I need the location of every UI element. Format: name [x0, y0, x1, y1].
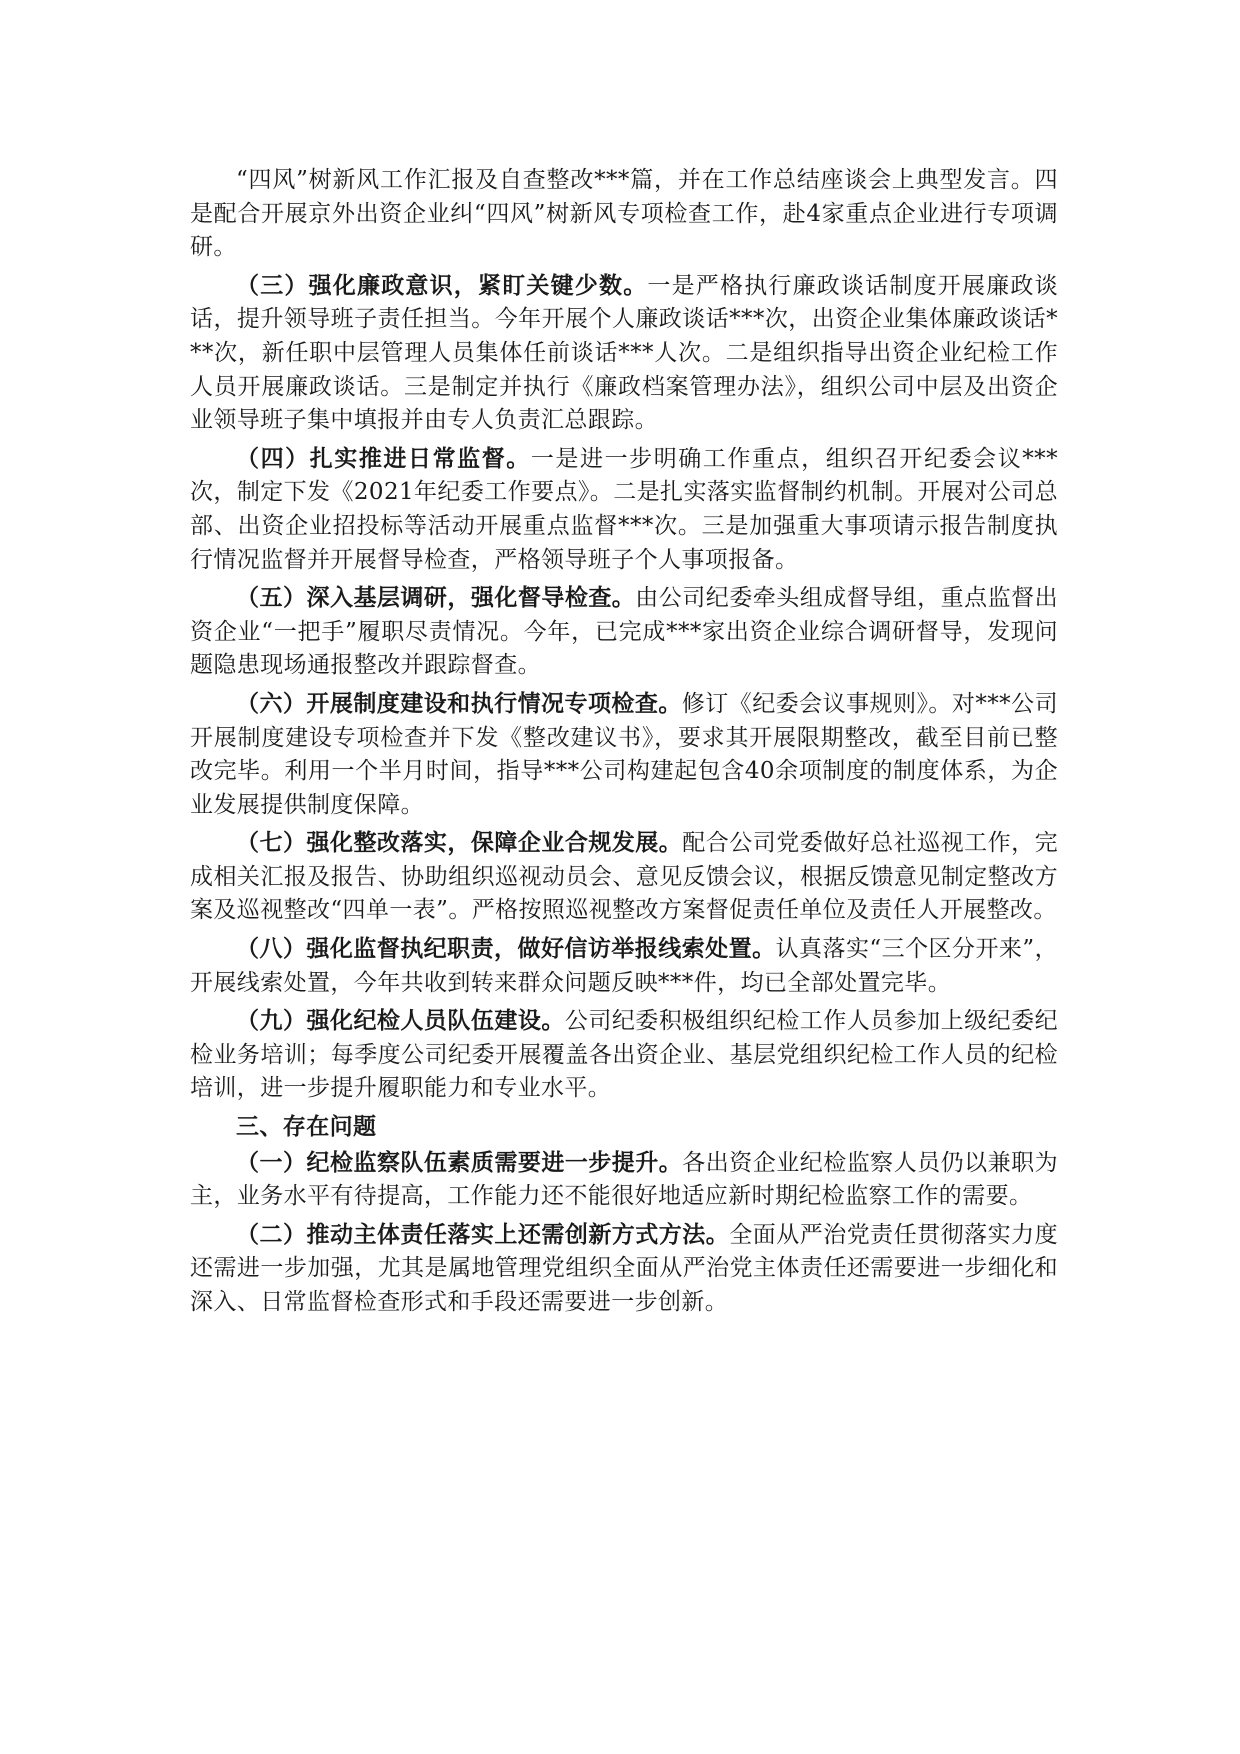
paragraph-heading: （五）深入基层调研，强化督导检查。	[236, 584, 636, 612]
paragraph-heading: （九）强化纪检人员队伍建设。	[236, 1007, 565, 1035]
paragraph-heading: （三）强化廉政意识，紧盯关键少数。	[236, 271, 648, 299]
paragraph-section-7	[190, 826, 1058, 928]
paragraph-heading: （四）扎实推进日常监督。	[236, 444, 531, 472]
paragraph-heading: （六）开展制度建设和执行情况专项检查。	[236, 689, 682, 717]
paragraph-section-3	[190, 269, 1058, 438]
paragraph-text: 一是进一步明确工作重点，组织召开纪委会议***次，制定下发《2021年纪委工作要点》。二是扎实落实监督制约机制。开展对公司总部、出资企业招投标等活动开展重点监督***次。三是加强重大事项请示报告制度执行情况监督并开展督导检查，严格领导班子个人事项报备。	[190, 445, 1058, 573]
paragraph-heading: （七）强化整改落实，保障企业合规发展。	[236, 829, 683, 857]
paragraph-text: 公司纪委积极组织纪检工作人员参加上级纪委纪检业务培训；每季度公司纪委开展覆盖各出资企业、基层党组织纪检工作人员的纪检培训，进一步提升履职能力和专业水平。	[190, 1008, 1058, 1102]
paragraph-text: 各出资企业纪检监察人员仍以兼职为主，业务水平有待提高，工作能力还不能很好地适应新时期纪检监察工作的需要。	[190, 1149, 1058, 1210]
paragraph-intro	[190, 164, 1058, 265]
paragraph-problem-1	[190, 1146, 1058, 1214]
paragraph-text: 配合公司党委做好总社巡视工作，完成相关汇报及报告、协助组织巡视动员会、意见反馈会议，根据反馈意见制定整改方案及巡视整改“四单一表”。严格按照巡视整改方案督促责任单位及责任人开展整改。	[190, 830, 1058, 924]
paragraph-heading: （一）纪检监察队伍素质需要进一步提升。	[236, 1148, 683, 1176]
paragraph-section-5	[190, 581, 1058, 683]
paragraph-section-8	[190, 932, 1058, 1000]
paragraph-section-4	[190, 442, 1058, 577]
paragraph-text: 全面从严治党责任贯彻落实力度还需进一步加强，尤其是属地管理党组织全面从严治党主体责任还需要进一步细化和深入、日常监督检查形式和手段还需要进一步创新。	[190, 1221, 1058, 1315]
paragraph-section-9	[190, 1004, 1058, 1106]
paragraph-text: “四风”树新风工作汇报及自查整改***篇，并在工作总结座谈会上典型发言。四是配合开展京外出资企业纠“四风”树新风专项检查工作，赴4家重点企业进行专项调研。	[190, 167, 1058, 261]
paragraph-text: 修订《纪委会议事规则》。对***公司开展制度建设专项检查并下发《整改建议书》，要求其开展限期整改，截至目前已整改完毕。利用一个半月时间，指导***公司构建起包含40余项制度的制度体系，为企业发展提供制度保障。	[190, 690, 1058, 818]
paragraph-heading: （二）推动主体责任落实上还需创新方式方法。	[236, 1220, 730, 1248]
paragraph-text: 由公司纪委牵头组成督导组，重点监督出资企业“一把手”履职尽责情况。今年，已完成***家出资企业综合调研督导，发现问题隐患现场通报整改并跟踪督查。	[190, 585, 1058, 679]
section-title-problems: 三、存在问题	[236, 1113, 377, 1141]
document-page	[190, 164, 1058, 1324]
paragraph-text: 一是严格执行廉政谈话制度开展廉政谈话，提升领导班子责任担当。今年开展个人廉政谈话***次，出资企业集体廉政谈话***次，新任职中层管理人员集体任前谈话***人次。二是组织指导出资企业纪检工作人员开展廉政谈话。三是制定并执行《廉政档案管理办法》，组织公司中层及出资企业领导班子集中填报并由专人负责汇总跟踪。	[190, 272, 1058, 434]
paragraph-section-6	[190, 687, 1058, 822]
paragraph-text: 认真落实“三个区分开来”，开展线索处置，今年共收到转来群众问题反映***件，均已全部处置完毕。	[190, 936, 1059, 996]
paragraph-problem-2	[190, 1218, 1058, 1320]
paragraph-heading: （八）强化监督执纪职责，做好信访举报线索处置。	[236, 935, 776, 963]
